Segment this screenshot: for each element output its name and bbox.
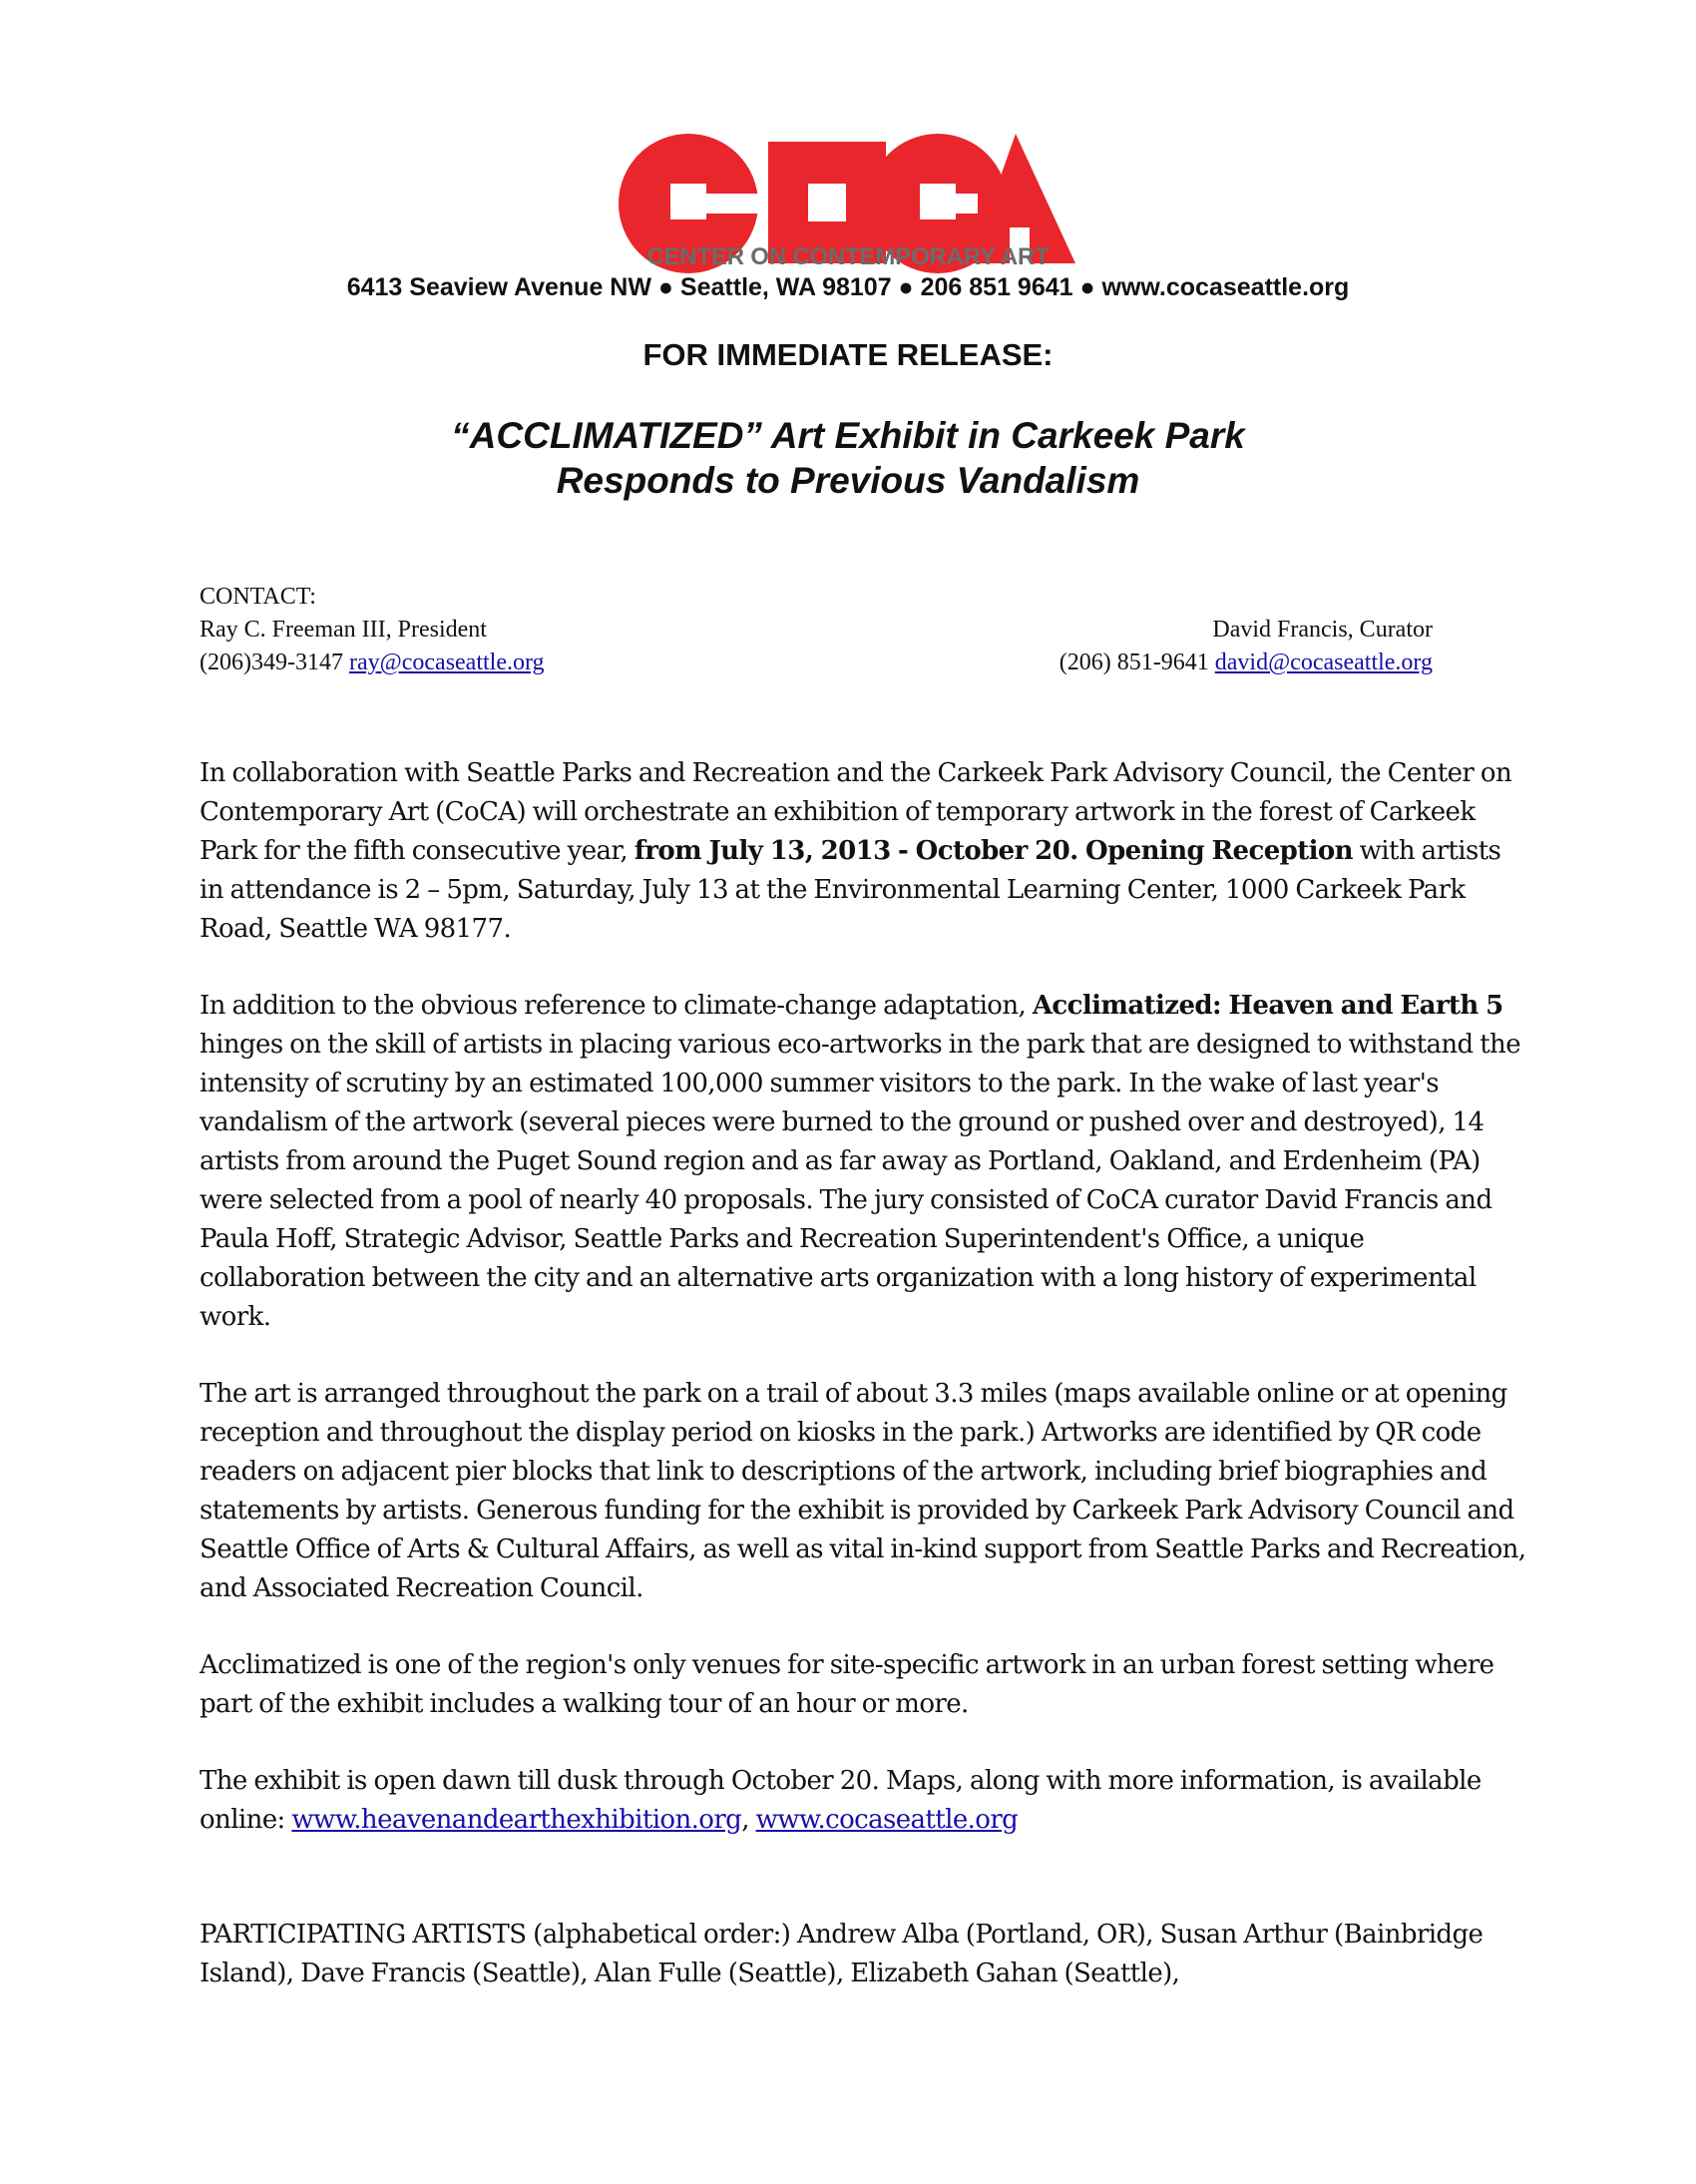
contact-right-name: David Francis, Curator (1212, 617, 1433, 643)
contact-left-email-link[interactable]: ray@cocaseattle.org (348, 650, 545, 675)
paragraph-exhibit-text-c: hinges on the skill of artists in placing various eco-artworks in the park that are designed to withstand the intensity of scrutiny by an estimated 100,000 summer visitors to the park. In the wake of last year's vandalism of the artwork (several pieces were burned to the ground or pushed over and destroyed), 14 artists from around the Puget Sound region and as far away as Portland, Oakland, and Erdenheim (PA) were selected from a pool of nearly 40 proposals. The jury consisted of CoCA curator David Francis and Paula Hoff, Strategic Advisor, Seattle Parks and Recreation Superintendent's Office, a unique collaboration between the city and an alternative arts organization with a long history of experimental work. (200, 1030, 1520, 1332)
paragraph-artists: PARTICIPATING ARTISTS (alphabetical order:) Andrew Alba (Portland, OR), Susan Arthur (Bainbridge Island), Dave Francis (Seattle), Alan Fulle (Seattle), Elizabeth Gahan (Seattle), (200, 1920, 1484, 1988)
contact-left-phone: (206)349-3147 (200, 650, 343, 675)
paragraph-intro-text-c: with artists in attendance is 2 – 5pm, Saturday, July 13 at the Environmental Learning Center, 1000 Carkeek Park Road, Seattle WA 98177. (200, 836, 1501, 944)
heavenandearth-link[interactable]: www.heavenandearthexhibition.org (291, 1805, 742, 1835)
logo-subtitle: CENTER ON CONTEMPORARY ART (646, 243, 1050, 270)
cocaseattle-link[interactable]: www.cocaseattle.org (755, 1805, 1019, 1835)
contact-left (200, 581, 545, 679)
paragraph-exhibit-text-a: In addition to the obvious reference to climate-change adaptation, (200, 991, 1033, 1021)
paragraph-trail: The art is arranged throughout the park on a trail of about 3.3 miles (maps available online or at opening reception and throughout the display period on kiosks in the park.) Artworks are identified by QR code readers on adjacent pier blocks that link to descriptions of the artwork, including brief biographies and statements by artists. Generous funding for the exhibit is provided by Carkeek Park Advisory Council and Seattle Office of Arts & Cultural Affairs, as well as vital in-kind support from Seattle Parks and Recreation, and Associated Recreation Council. (200, 1379, 1526, 1603)
paragraph-venue: Acclimatized is one of the region's only venues for site-specific artwork in an urban forest setting where part of the exhibit includes a walking tour of an hour or more. (200, 1650, 1494, 1719)
contact-right (1060, 614, 1433, 679)
paragraph-exhibit (200, 987, 1526, 1337)
contact-label: CONTACT: (200, 584, 316, 610)
paragraph-intro (200, 754, 1526, 949)
headline-line-2: Responds to Previous Vandalism (556, 460, 1140, 501)
contact-left-name: Ray C. Freeman III, President (200, 617, 487, 643)
paragraph-hours-sep: , (741, 1805, 756, 1835)
paragraph-intro-text-a: In collaboration with Seattle Parks and Recreation and the Carkeek Park Advisory Council, the Center on Contemporary Art (CoCA) will orchestrate an exhibition of temporary artwork in the forest of Carkeek Park for the fifth consecutive year, (200, 758, 1512, 866)
contact-left-line (200, 647, 545, 679)
contact-right-email-link[interactable]: david@cocaseattle.org (1214, 650, 1433, 675)
address-line: 6413 Seaview Avenue NW ● Seattle, WA 98107 ● 206 851 9641 ● www.cocaseattle.org (346, 273, 1350, 301)
contact-right-line (1060, 647, 1433, 679)
headline (0, 413, 1696, 503)
paragraph-intro-bold: from July 13, 2013 - October 20. Opening Reception (634, 836, 1353, 866)
paragraph-exhibit-bold: Acclimatized: Heaven and Earth 5 (1032, 991, 1503, 1021)
paragraph-hours (200, 1762, 1526, 1840)
release-label: FOR IMMEDIATE RELEASE: (642, 337, 1054, 372)
headline-line-1: “ACCLIMATIZED” Art Exhibit in Carkeek Park (451, 415, 1245, 456)
contact-right-phone: (206) 851-9641 (1059, 650, 1209, 675)
paragraph-hours-text: The exhibit is open dawn till dusk through October 20. Maps, along with more information, is available online: (200, 1766, 1482, 1835)
press-release-body (200, 754, 1526, 2031)
